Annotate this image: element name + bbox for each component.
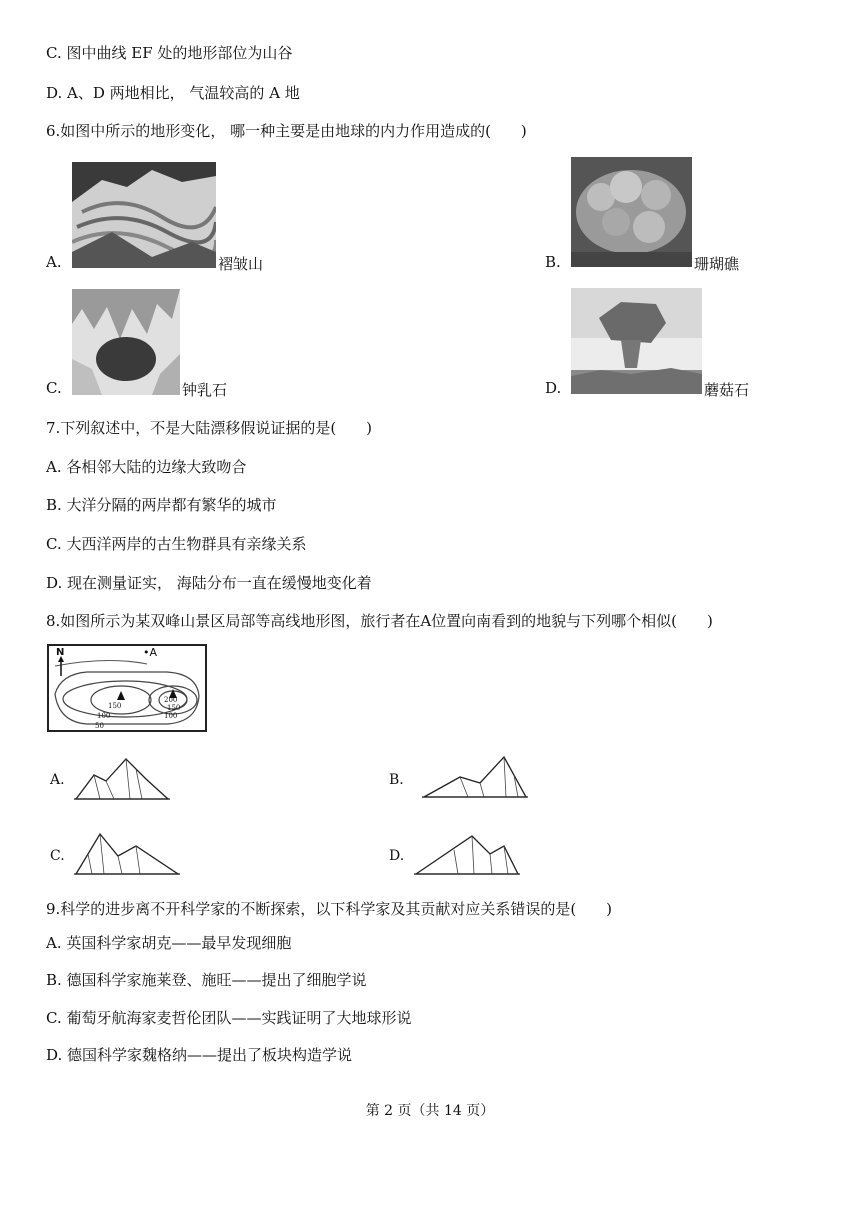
coral-reef-image (571, 157, 692, 267)
q8-stem: 8.如图所示为某双峰山景区局部等高线地形图，旅行者在A位置向南看到的地貌与下列哪个相似( ) (46, 612, 713, 630)
mushroom-rock-image (571, 288, 702, 394)
q6-option-a-label: A. (46, 253, 62, 271)
q7-option-c: C. 大西洋两岸的古生物群具有亲缘关系 (46, 535, 307, 553)
q9-stem: 9.科学的进步离不开科学家的不断探索，以下科学家及其贡献对应关系错误的是( ) (46, 900, 613, 918)
q7-option-d: D. 现在测量证实， 海陆分布一直在缓慢地变化着 (46, 574, 372, 592)
q9-option-c: C. 葡萄牙航海家麦哲伦团队——实践证明了大地球形说 (46, 1009, 412, 1027)
q5-option-d: D. A、D 两地相比， 气温较高的 A 地 (46, 84, 300, 102)
q6-option-c-caption: 钟乳石 (182, 381, 228, 399)
contour-label-50: 50 (95, 722, 104, 730)
q8-option-a-sketch (74, 755, 170, 803)
fold-mountain-image (72, 162, 216, 268)
point-a-label: •A (143, 646, 158, 659)
q6-option-b-caption: 珊瑚礁 (694, 255, 740, 273)
q9-option-a: A. 英国科学家胡克——最早发现细胞 (46, 934, 292, 952)
q9-option-b: B. 德国科学家施莱登、施旺——提出了细胞学说 (46, 971, 367, 989)
q7-stem: 7.下列叙述中，不是大陆漂移假说证据的是( ) (46, 419, 373, 437)
q6-option-c-label: C. (46, 379, 62, 397)
q6-option-b-label: B. (545, 253, 561, 271)
contour-label-150-right: 150 (167, 704, 181, 712)
contour-label-100-right: 100 (164, 712, 178, 720)
q6-option-a-caption: 褶皱山 (218, 255, 264, 273)
stalactite-image (72, 289, 180, 395)
q6-option-d-caption: 蘑菇石 (704, 381, 750, 399)
q5-option-c: C. 图中曲线 EF 处的地形部位为山谷 (46, 44, 293, 62)
contour-label-100-left: 100 (97, 712, 111, 720)
q6-option-d-label: D. (545, 379, 562, 397)
contour-map (47, 644, 207, 732)
q8-option-c-label: C. (50, 848, 65, 864)
q8-option-c-sketch (74, 830, 180, 878)
page-footer: 第 2 页（共 14 页） (365, 1103, 495, 1119)
contour-label-200: 200 (164, 696, 178, 704)
q9-option-d: D. 德国科学家魏格纳——提出了板块构造学说 (46, 1046, 353, 1064)
q8-option-a-label: A. (50, 772, 65, 788)
contour-label-150-left: 150 (108, 702, 122, 710)
q8-option-d-label: D. (389, 848, 405, 864)
north-label: N (56, 647, 65, 658)
q8-option-b-label: B. (389, 772, 404, 788)
q8-option-d-sketch (414, 830, 520, 878)
q8-option-b-sketch (422, 753, 528, 801)
q6-stem: 6.如图中所示的地形变化， 哪一种主要是由地球的内力作用造成的( ) (46, 122, 527, 140)
q7-option-b: B. 大洋分隔的两岸都有繁华的城市 (46, 496, 277, 514)
q7-option-a: A. 各相邻大陆的边缘大致吻合 (46, 458, 247, 476)
